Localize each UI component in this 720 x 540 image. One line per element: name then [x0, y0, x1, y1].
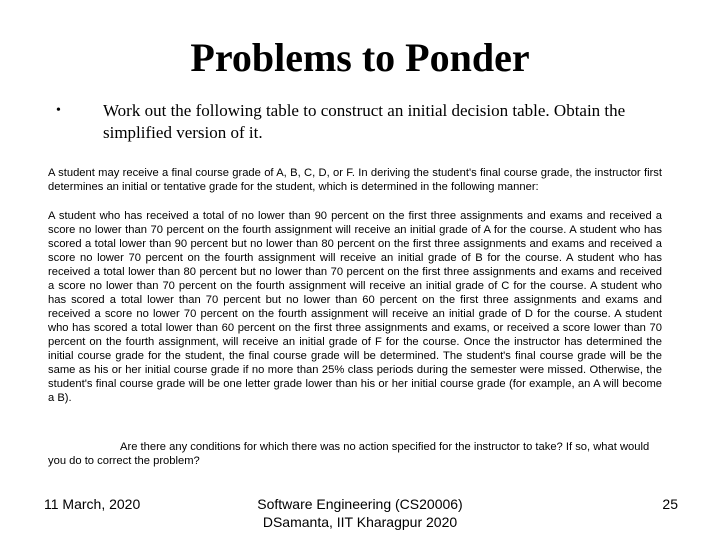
footer-course-info — [220, 495, 500, 531]
slide-title: Problems to Ponder — [190, 35, 530, 80]
question-paragraph: Are there any conditions for which there was no action specified for the instructor to take? If so, what would you do to correct the problem? — [48, 441, 650, 467]
page-number: 25 — [662, 496, 678, 512]
intro-paragraph: A student may receive a final course grade of A, B, C, D, or F. In deriving the student's final course grade, the instructor first determines an initial or tentative grade for the student, which is determined in the following manner: — [48, 167, 662, 193]
bullet-text: Work out the following table to construct an initial decision table. Obtain the simplified version of it. — [103, 101, 626, 142]
bullet-item — [56, 100, 666, 144]
grading-rules-paragraph: A student who has received a total of no lower than 90 percent on the first three assignments and exams and received a score no lower than 70 percent on the fourth assignment will receive an initial grade of A for the course. A student who has scored a total lower than 90 percent but no lower than 80 percent on the first three assignments and exams and received a score no lower 70 percent on the fourth assignment will receive an initial grade of B for the course. A student who has received a total lower than 80 percent but no lower than 70 percent on the first three assignments and exams and received a score no lower than 70 percent on the fourth assignment will receive an initial grade of C for the course. A student who has scored a total lower than 70 percent but no lower than 60 percent on the first three assignments and exams and received a score no lower 70 percent on the fourth assignment will receive an initial grade of D for the course. A student who has scored a total lower than 60 percent on the first three assignments and exams, or received a score lower than 70 percent on the fourth assignment, will receive an initial grade of F for the course. Once the instructor has determined the initial course grade for the student, the final course grade will be determined. The student's final course grade will be the same as his or her initial course grade if no more than 25% class periods during the semester were missed. Otherwise, the student's final course grade will be one letter grade lower than his or her initial course grade (for example, an A will become a B). — [48, 210, 662, 404]
footer-author: DSamanta, IIT Kharagpur 2020 — [262, 514, 458, 530]
footer-date: 11 March, 2020 — [44, 496, 141, 512]
footer-course-title: Software Engineering (CS20006) — [257, 496, 463, 512]
bullet-icon: • — [56, 103, 61, 118]
